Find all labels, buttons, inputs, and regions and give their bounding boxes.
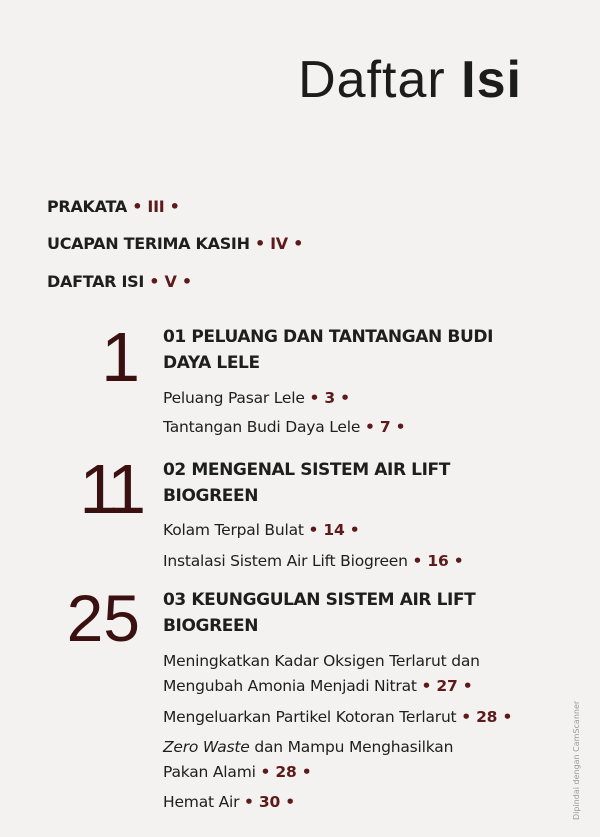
chapter-3-item-4[interactable] — [163, 790, 543, 815]
toc-item-label: Peluang Pasar Lele — [163, 389, 305, 407]
toc-item-page: • 16 • — [412, 552, 464, 570]
chapter-2-title[interactable]: 02 MENGENAL SISTEM AIR LIFT BIOGREEN — [163, 460, 450, 506]
chapter-1-item-2[interactable] — [163, 415, 543, 440]
toc-item-label-italic: Zero Waste — [163, 738, 250, 756]
front-matter-label: PRAKATA — [47, 197, 127, 216]
toc-item-label: Instalasi Sistem Air Lift Biogreen — [163, 552, 408, 570]
front-matter-label: UCAPAN TERIMA KASIH — [47, 234, 250, 253]
toc-item-label: Tantangan Budi Daya Lele — [163, 418, 361, 436]
chapter-1-number: 1 — [101, 318, 140, 396]
toc-item-page: • 27 • — [421, 677, 473, 695]
toc-item-label: Hemat Air — [163, 793, 240, 811]
toc-item-label: Mengeluarkan Partikel Kotoran Terlarut — [163, 708, 457, 726]
front-matter-label: DAFTAR ISI — [47, 272, 144, 291]
front-matter-prakata[interactable] — [47, 197, 180, 216]
chapter-2-item-2[interactable] — [163, 549, 543, 574]
chapter-3-title[interactable]: 03 KEUNGGULAN SISTEM AIR LIFT BIOGREEN — [163, 590, 476, 636]
chapter-3-item-2[interactable] — [163, 705, 543, 730]
front-matter-page: • III • — [132, 197, 180, 216]
chapter-2-item-1[interactable] — [163, 518, 543, 543]
toc-item-page: • 14 • — [308, 521, 360, 539]
page-title — [298, 50, 522, 110]
chapter-1-item-1[interactable] — [163, 386, 543, 411]
toc-item-page: • 28 • — [260, 763, 312, 781]
front-matter-daftar-isi[interactable] — [47, 272, 192, 291]
toc-item-page: • 3 • — [309, 389, 350, 407]
front-matter-page: • IV • — [254, 234, 304, 253]
toc-item-page: • 28 • — [461, 708, 513, 726]
chapter-3-item-1[interactable] — [163, 649, 523, 699]
page-title-bold: Isi — [461, 51, 522, 109]
front-matter-page: • V • — [149, 272, 192, 291]
chapter-1-title[interactable]: 01 PELUANG DAN TANTANGAN BUDI DAYA LELE — [163, 327, 494, 373]
chapter-3-number: 25 — [66, 581, 140, 655]
toc-item-page: • 7 • — [364, 418, 406, 436]
toc-item-label: Kolam Terpal Bulat — [163, 521, 304, 539]
toc-item-label: Meningkatkan Kadar Oksigen Terlarut dan Mengubah Amonia Menjadi Nitrat — [163, 652, 480, 695]
scanner-watermark: Dipindai dengan CamScanner — [572, 700, 581, 820]
toc-item-page: • 30 • — [244, 793, 295, 811]
toc-item-label: dan Mampu Menghasilkan Pakan Alami — [163, 738, 454, 781]
chapter-2-number: 11 — [79, 450, 140, 528]
chapter-3-item-3[interactable] — [163, 735, 503, 785]
page-title-light: Daftar — [298, 51, 446, 109]
front-matter-ucapan[interactable] — [47, 234, 303, 253]
